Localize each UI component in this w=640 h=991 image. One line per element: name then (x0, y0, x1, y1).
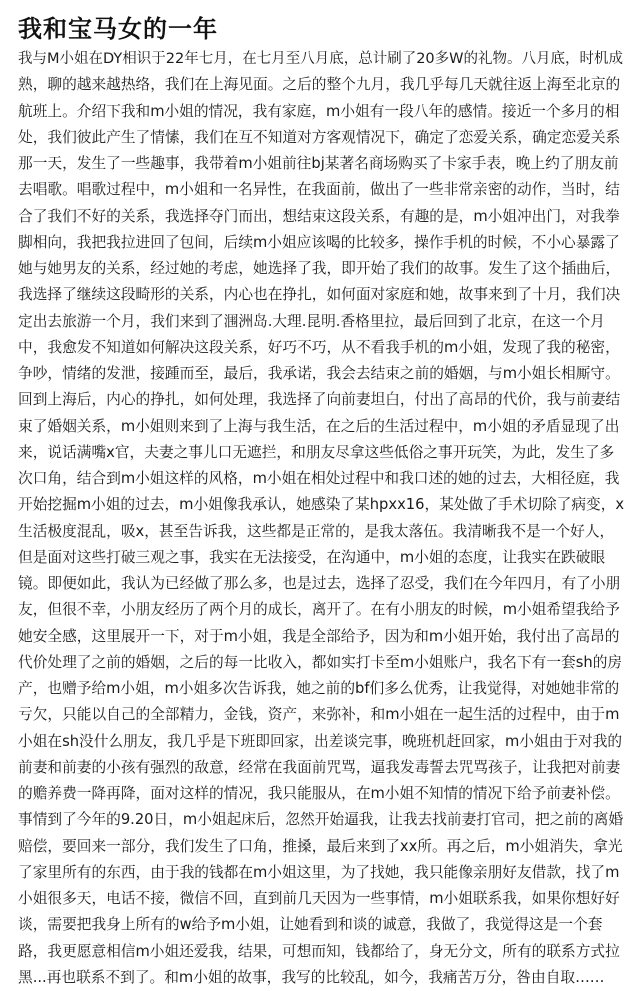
body-line: 争吵，情绪的发泄，接踵而至，最后，我承诺，我会去结束之前的婚姻，与m小姐长相厮守。 (18, 365, 620, 382)
body-line: 的赡养费一降再降，面对这样的情况，我只能服从，在m小姐不知情的情况下给予前妻补偿。 (18, 785, 620, 802)
body-line: 熟，聊的越来越热络，我们在上海见面。之后的整个九月，我几乎每几天就往返上海至北京的 (18, 76, 621, 94)
body-line: 来，说话满嘴x官，夫妻之事儿口无遮拦，和朋友尽拿这些低俗之事开玩笑，为此，发生了多 (18, 443, 615, 461)
body-line: 产，也赠予给m小姐，m小姐多次告诉我，她之前的bf们多么优秀，让我觉得，对她她非常的 (18, 680, 620, 697)
post-title: 我和宝马女的一年 (18, 15, 218, 43)
body-line: 她与她男友的关系，经过她的考虑，她选择了我，即开始了我们的故事。发生了这个插曲后， (18, 260, 621, 277)
body-line: 前妻和前妻的小孩有强烈的敌意，经常在我面前咒骂，逼我发毒誓去咒骂孩子，让我把对前妻 (18, 758, 621, 776)
body-line: 开始挖掘m小姐的过去，m小姐像我承认，她感染了某hpxx16，某处做了手术切除了病变，x (18, 496, 625, 514)
body-line: 黑...再也联系不到了。和m小姐的故事，我写的比较乱，如今，我痛苦万分，咎由自取…… (18, 968, 605, 986)
body-line: 我与M小姐在DY相识于22年七月，在七月至八月底，总计刷了20多W的礼物。八月底，时机成 (18, 51, 623, 67)
body-line: 我选择了继续这段畸形的关系，内心也在挣扎，如何面对家庭和她，故事来到了十月，我们决 (18, 286, 621, 304)
body-line: 代价处理了之前的婚姻，之后的每一比收入，都如实打卡至m小姐账户，我名下有一套sh的房 (18, 653, 623, 671)
body-line: 去唱歌。唱歌过程中，m小姐和一名异性，在我面前，做出了一些非常亲密的动作，当时，结 (18, 181, 620, 199)
body-line: 小姐很多天，电话不接，微信不回，直到前几天因为一些事情，m小姐联系我，如果你想好好 (18, 890, 620, 907)
body-line: 处，我们彼此产生了情愫，我们在互不知道对方客观情况下，确定了恋爱关系，确定恋爱关系 (18, 128, 621, 146)
body-line: 赔偿，要回来一部分，我们发生了口角，推搡，最后来到了xx所。再之后，m小姐消失，拿光 (18, 837, 623, 855)
body-line: 路，我更愿意相信m小姐还爱我，结果，可想而知，钱都给了，身无分文，所有的联系方式拉 (18, 942, 620, 960)
body-line: 但是面对这些打破三观之事，我实在无法接受，在沟通中，m小姐的态度，让我实在跌破眼 (18, 548, 606, 566)
body-line: 合了我们不好的关系，我选择夺门而出，想结束这段关系，有趣的是，m小姐冲出门，对我拳 (18, 207, 620, 225)
body-line: 回到上海后，内心的挣扎，如何处理，我选择了向前妻坦白，付出了高昂的代价，我与前妻结 (18, 391, 621, 409)
body-line: 谈，需要把我身上所有的w给予m小姐，让她看到和谈的诚意，我做了，我觉得这是一个套 (18, 916, 603, 934)
body-line: 她安全感，这里展开一下，对于m小姐，我是全部给予，因为和m小姐开始，我付出了高昂的 (18, 627, 620, 645)
body-line: 那一天，发生了一些趣事，我带着m小姐前往bj某著名商场购买了卡家手表，晚上约了朋友前 (18, 155, 619, 172)
body-line: 了家里所有的东西，由于我的钱都在m小姐这里，为了找她，我只能像亲朋好友借款，找了m (18, 863, 620, 881)
body-line: 友，但很不幸，小朋友经历了两个月的成长，离开了。在有小朋友的时候，m小姐希望我给予 (18, 601, 620, 619)
body-line: 镜。即便如此，我认为已经做了那么多，也是过去，选择了忍受，我们在今年四月，有了小朋 (18, 575, 621, 592)
body-line: 事情到了今年的9.20日，m小姐起床后，忽然开始逼我，让我去找前妻打官司，把之前的离婚 (18, 811, 624, 829)
body-line: 束了婚姻关系，m小姐则来到了上海与我生活，在之后的生活过程中，m小姐的矛盾显现了出 (18, 417, 620, 435)
body-line: 定出去旅游一个月，我们来到了涠洲岛.大理.昆明.香格里拉，最后回到了北京，在这一个月 (18, 312, 605, 330)
body-line: 中，我愈发不知道如何解决这段关系，好巧不巧，从不看我手机的m小姐，发现了我的秘密， (18, 338, 620, 356)
body-line: 小姐在sh没什么朋友，我几乎是下班即回家，出差谈完事，晚班机赶回家，m小姐由于对我的 (18, 732, 623, 750)
body-line: 脚相向，我把我拉进回了包间，后续m小姐应该喝的比较多，操作手机的时候，不小心暴露了 (18, 233, 620, 251)
body-line: 次口角，结合到m小姐这样的风格，m小姐在相处过程中和我口述的她的过去，大相径庭，我 (18, 470, 620, 487)
post-body (18, 46, 626, 991)
body-line: 航班上。介绍下我和m小姐的情况，我有家庭，m小姐有一段八年的感情。接近一个多月的相 (18, 102, 620, 120)
body-line: 亏欠，只能以自己的全部精力，金钱，资产，来弥补，和m小姐在一起生活的过程中，由于m (18, 706, 620, 724)
body-line: 生活极度混乱，吸x，甚至告诉我，这些都是正常的，是我太落伍。我清晰我不是一个好人， (18, 522, 615, 540)
